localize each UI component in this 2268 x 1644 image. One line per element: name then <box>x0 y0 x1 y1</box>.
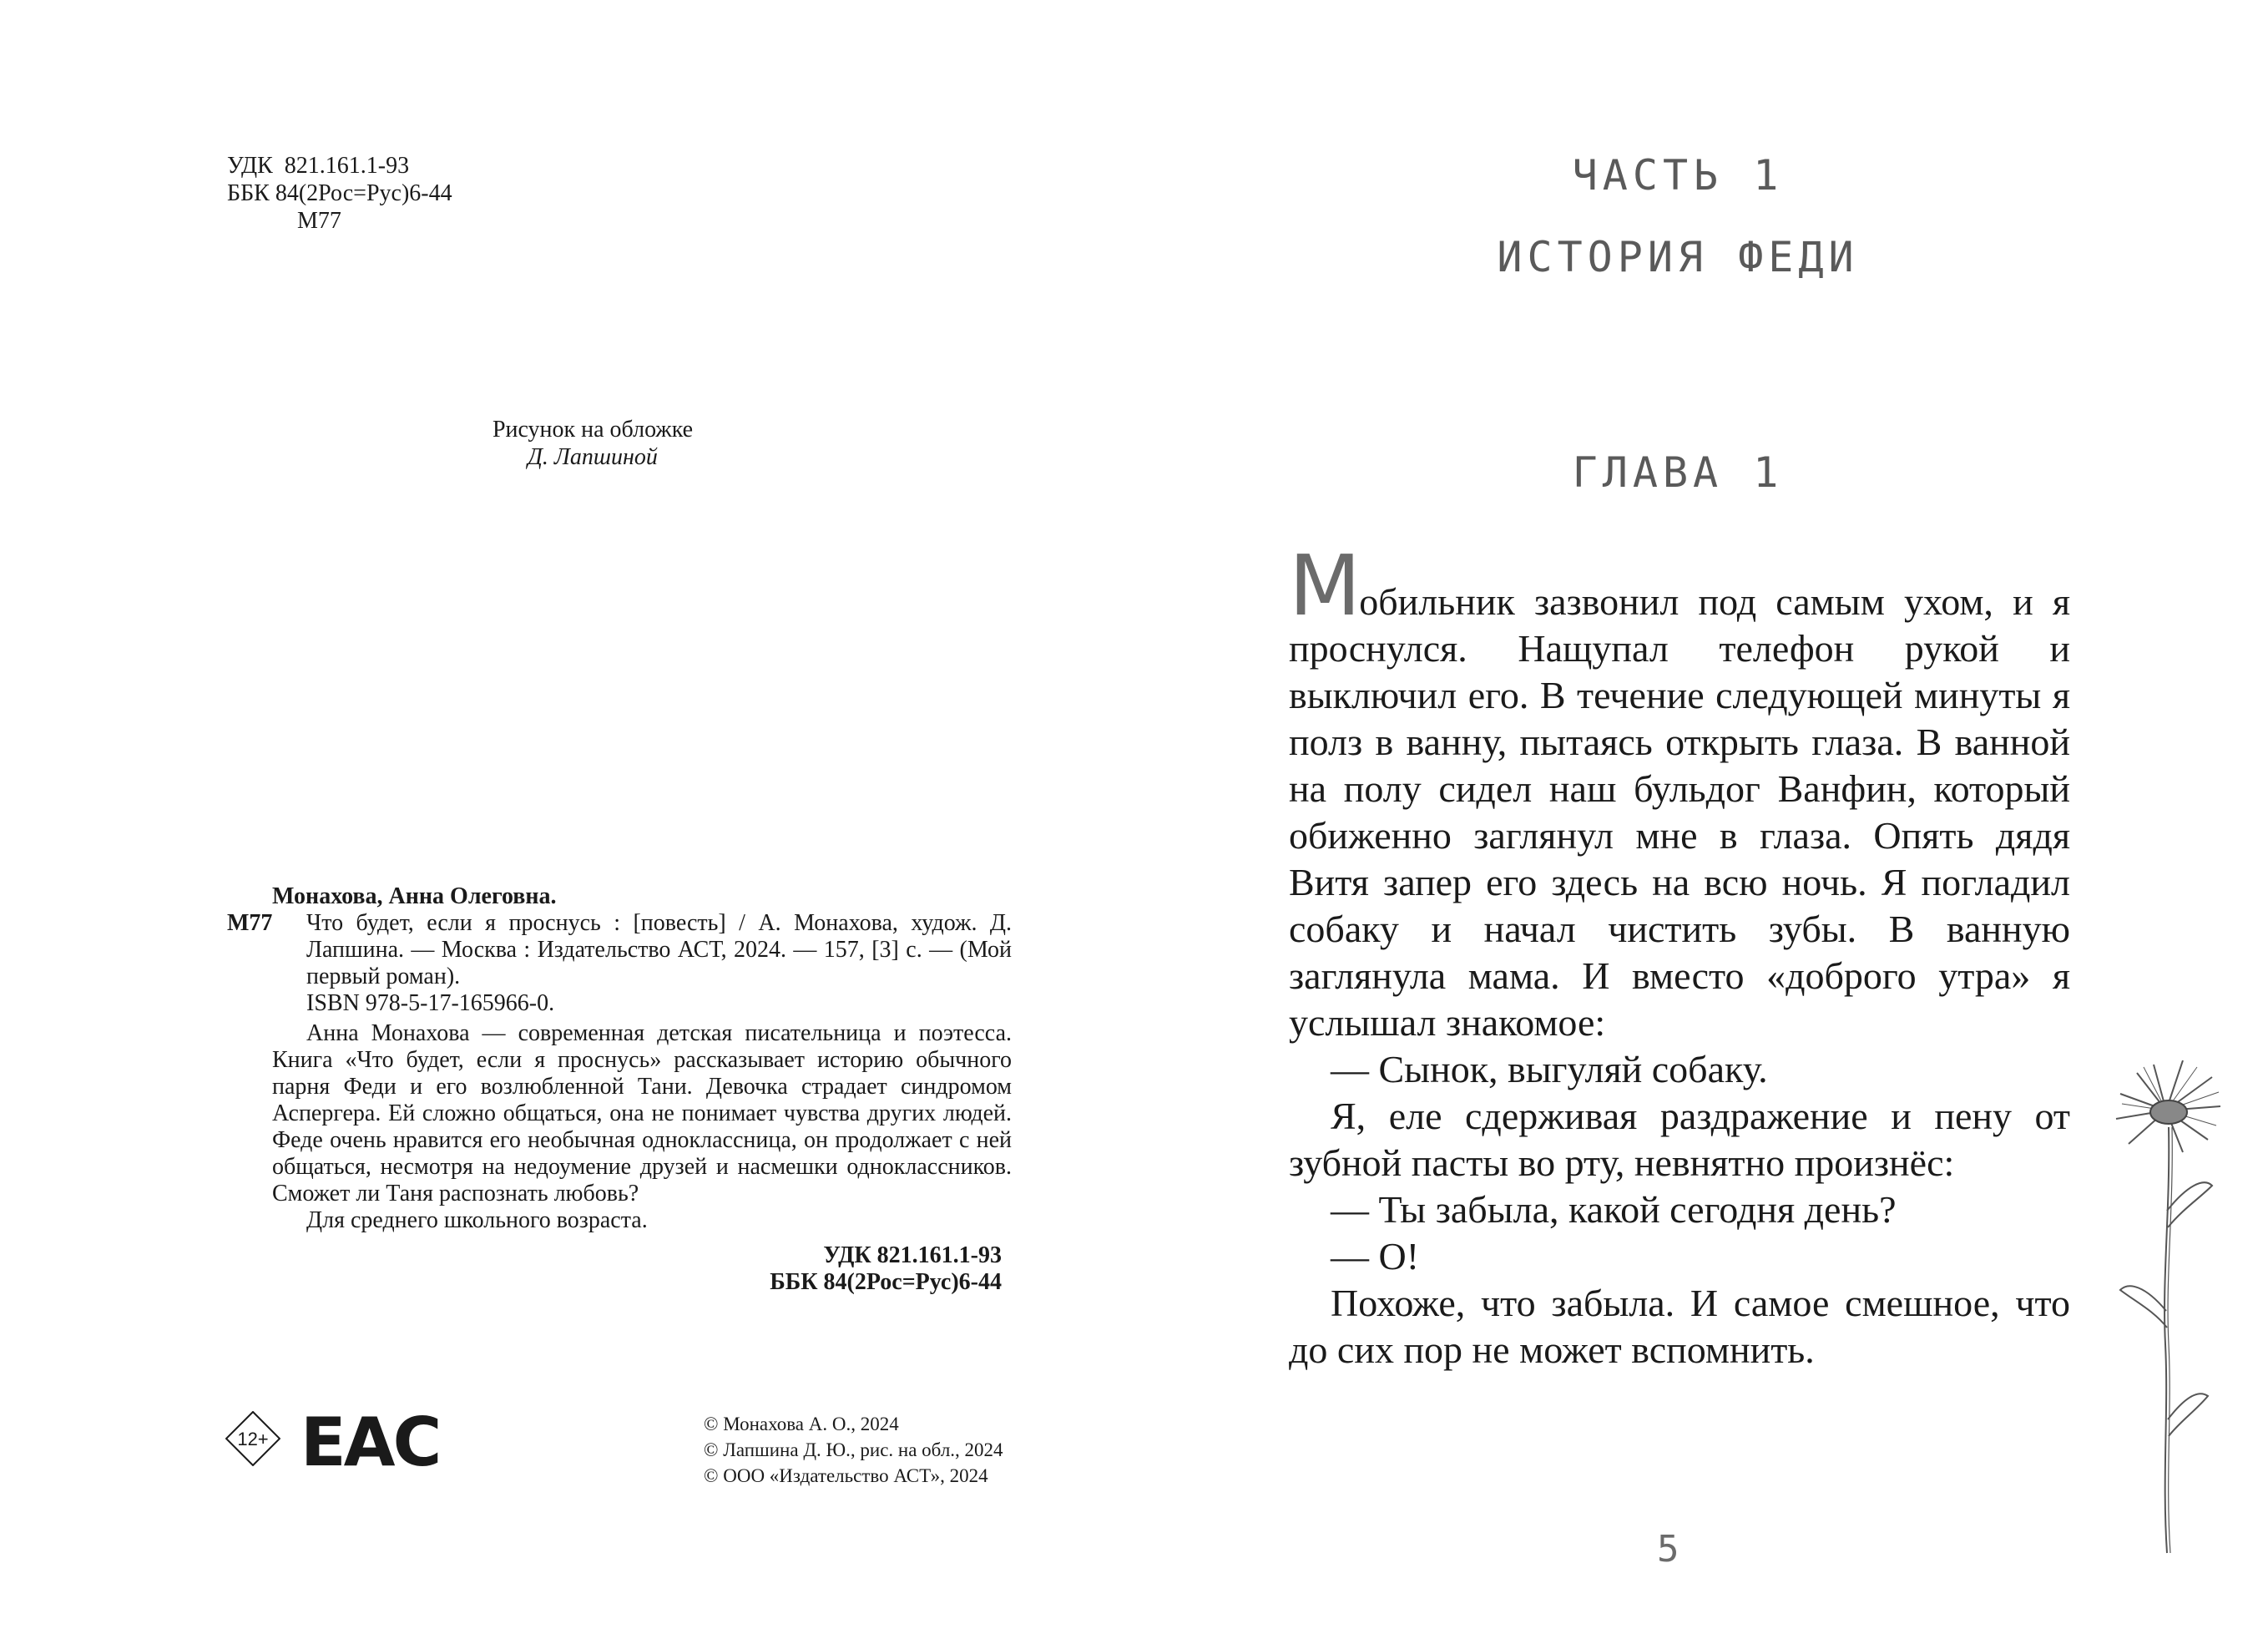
paragraph: — Сынок, выгуляй собаку. <box>1331 1048 1768 1090</box>
classification-footer <box>227 1242 1012 1296</box>
biblio-code-mark: М77 <box>227 910 273 936</box>
part-title: ЧАСТЬ 1 <box>1572 151 1784 200</box>
age-rating-badge <box>225 1411 280 1466</box>
page-number: 5 <box>1657 1528 1680 1571</box>
biblio-description: Что будет, если я проснусь : [повесть] / А. Монахова, худож. Д. Лапшина. — Москва : Издательство АСТ, 2024. — 157, [3] с. — (Мой первый роман). <box>306 910 1012 989</box>
story-title: ИСТОРИЯ ФЕДИ <box>1497 233 1859 281</box>
bbk-code: ББК 84(2Рос=Рус)6-44 <box>227 180 452 206</box>
udk-code: УДК 821.161.1-93 <box>227 153 410 179</box>
paragraph: Я, еле сдерживая раздражение и пену от зубной пасты во рту, невнятно произнёс: <box>1289 1095 2070 1184</box>
copyright-line: © ООО «Издательство АСТ», 2024 <box>704 1465 988 1486</box>
drop-cap: М <box>1289 537 1360 635</box>
bibliographic-record <box>227 883 1012 1296</box>
classification-codes <box>227 152 452 235</box>
author-mark: М77 <box>297 208 341 234</box>
chapter-title: ГЛАВА 1 <box>1572 448 1784 497</box>
biblio-author: Монахова, Анна Олеговна. <box>272 883 557 909</box>
paragraph <box>1289 537 2070 1046</box>
isbn: ISBN 978-5-17-165966-0. <box>306 990 555 1016</box>
copyright-block <box>704 1411 1003 1489</box>
paragraph: — О! <box>1331 1235 1420 1277</box>
chapter-body <box>1289 537 2070 1373</box>
biblio-entry <box>227 910 1012 990</box>
paragraph: — Ты забыла, какой сегодня день? <box>1331 1188 1897 1231</box>
daisy-illustration <box>2104 1060 2229 1561</box>
cover-credit-label: Рисунок на обложке <box>492 417 694 443</box>
copyright-line: © Лапшина Д. Ю., рис. на обл., 2024 <box>704 1439 1003 1460</box>
target-audience: Для среднего школьного возраста. <box>306 1207 648 1233</box>
paragraph-text: обильник зазвонил под самым ухом, и я проснулся. Нащупал телефон рукой и выключил его. В течение следующей минуты я полз в ванну, пытаясь открыть глаза. В ванной на полу сидел наш бульдог Ванфин, который обиженно заглянул мне в глаза. Опять дядя Витя запер его здесь на всю ночь. Я погладил собаку и начал чистить зубы. В ванную заглянула мама. И вместо «доброго утра» я услышал знакомое: <box>1289 580 2070 1044</box>
eac-conformity-mark: ЕAC <box>301 1404 440 1481</box>
paragraph: Похоже, что забыла. И самое смешное, что до сих пор не может вспомнить. <box>1289 1282 2070 1371</box>
cover-artist: Д. Лапшиной <box>528 444 658 470</box>
bbk-footer: ББК 84(2Рос=Рус)6-44 <box>770 1269 1002 1295</box>
cover-credit <box>467 416 718 471</box>
udk-footer: УДК 821.161.1-93 <box>823 1242 1002 1268</box>
book-annotation: Анна Монахова — современная детская писательница и поэтесса. Книга «Что будет, если я проснусь» рассказывает историю обычного парня Феди и его возлюбленной Тани. Девочка страдает синдромом Аспергера. Ей сложно общаться, она не понимает чувства других людей. Феде очень нравится его необычная одноклассница, он продолжает с ней общаться, несмотря на недоумение друзей и насмешки одноклассников. Сможет ли Таня распознать любовь? <box>272 1020 1012 1206</box>
age-rating-text: 12+ <box>237 1429 269 1449</box>
copyright-line: © Монахова А. О., 2024 <box>704 1414 899 1434</box>
